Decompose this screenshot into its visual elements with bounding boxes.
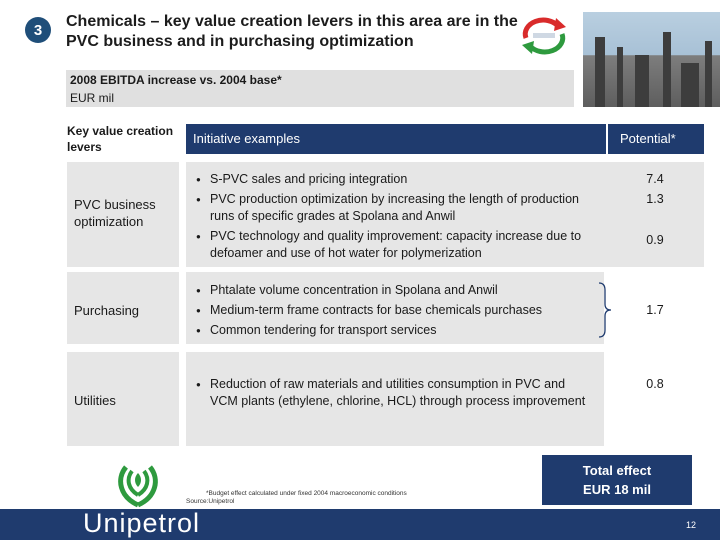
unit-label: EUR mil bbox=[70, 91, 114, 105]
total-effect-value: EUR 18 mil bbox=[583, 482, 651, 497]
initiative-item: ● Common tendering for transport services bbox=[196, 322, 596, 339]
initiative-item: ● Reduction of raw materials and utilities consumption in PVC and VCM plants (ethylene, chlorine, HCL) through process improvement bbox=[196, 376, 596, 410]
brand-name: Unipetrol bbox=[83, 508, 201, 538]
cycle-arrows-icon bbox=[518, 16, 570, 56]
page-number: 12 bbox=[686, 520, 697, 530]
initiative-item: ● PVC production optimization by increasing the length of production runs of specific grades at Spolana and Anwil bbox=[196, 191, 596, 225]
initiative-list bbox=[196, 376, 596, 410]
section-number: 3 bbox=[33, 21, 43, 39]
subheader-title: 2008 EBITDA increase vs. 2004 base* bbox=[70, 73, 282, 87]
column-header-initiatives bbox=[186, 124, 606, 154]
initiative-item: ● S-PVC sales and pricing integration bbox=[196, 171, 596, 188]
potential-value: 0.8 bbox=[646, 377, 664, 391]
refinery-photo bbox=[583, 12, 720, 107]
initiative-list bbox=[196, 171, 596, 262]
page-title: Chemicals – key value creation levers in this area are in the PVC business and in purchasing optimization bbox=[66, 13, 518, 50]
potential-value: 7.4 bbox=[646, 172, 664, 186]
row-label-purchasing: Purchasing bbox=[74, 303, 140, 318]
initiative-item: ● Phtalate volume concentration in Spolana and Anwil bbox=[196, 282, 596, 299]
column-header-potential-label: Potential* bbox=[620, 131, 676, 146]
footnote-budget: *Budget effect calculated under fixed 2004 macroeconomic conditions bbox=[206, 490, 407, 497]
potential-value: 1.7 bbox=[646, 303, 664, 317]
potential-value: 0.9 bbox=[646, 233, 664, 247]
brace-icon bbox=[598, 282, 612, 338]
footnote-source: Source:Unipetrol bbox=[186, 498, 235, 505]
initiative-list bbox=[196, 282, 596, 339]
row-label-utilities: Utilities bbox=[74, 393, 116, 408]
row-label-pvc: PVC business optimization bbox=[74, 197, 156, 229]
column-header-initiatives-label: Initiative examples bbox=[193, 131, 300, 146]
initiative-item: ● Medium-term frame contracts for base chemicals purchases bbox=[196, 302, 596, 319]
potential-value: 1.3 bbox=[646, 192, 664, 206]
unipetrol-logo-icon bbox=[110, 453, 166, 509]
column-header-levers: Key value creation levers bbox=[67, 124, 174, 154]
column-header-potential bbox=[608, 124, 704, 154]
total-effect-label: Total effect bbox=[582, 463, 652, 478]
footnote bbox=[186, 490, 407, 506]
initiative-item: ● PVC technology and quality improvement: capacity increase due to defoamer and use of hot water for polymerization bbox=[196, 228, 596, 262]
total-effect-box bbox=[542, 455, 692, 505]
section-number-badge bbox=[25, 17, 51, 43]
